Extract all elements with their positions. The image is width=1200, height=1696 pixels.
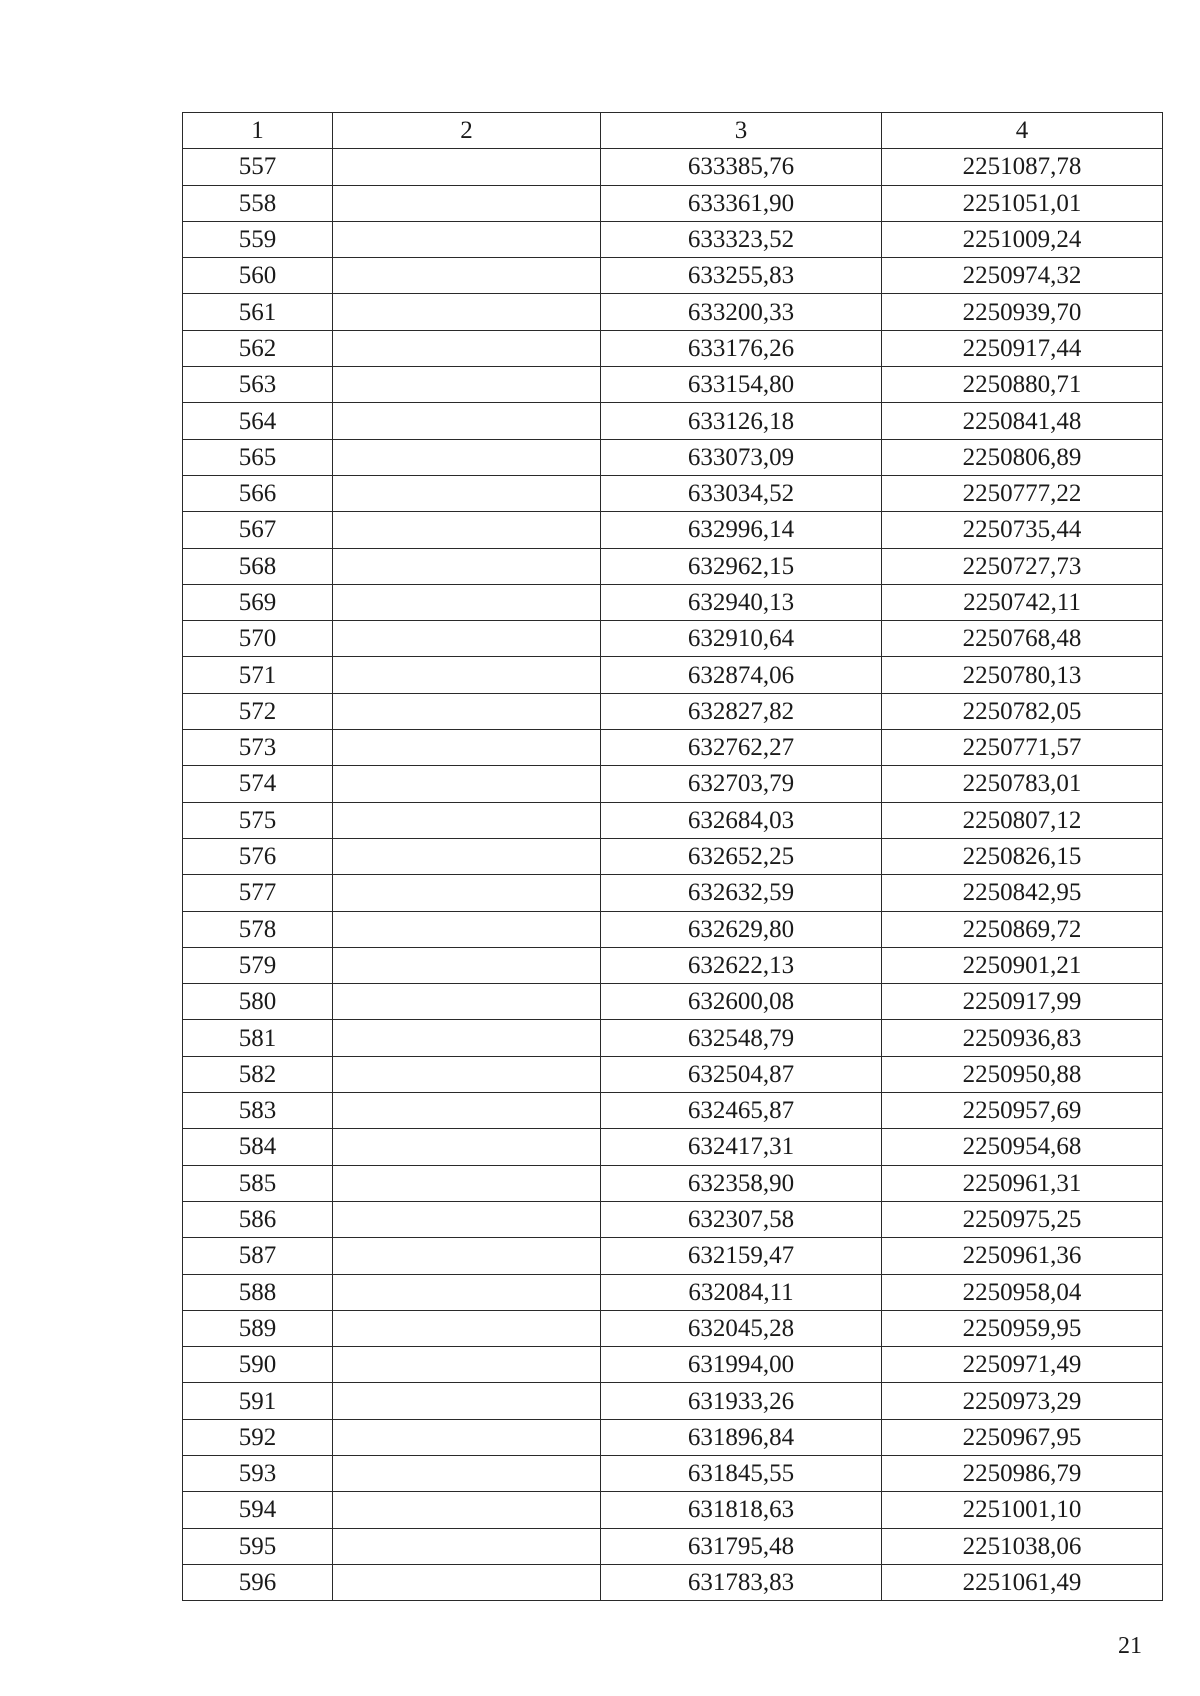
table-row (183, 911, 1163, 947)
table-row (183, 947, 1163, 983)
point-number-cell: 576 (183, 838, 333, 874)
y-coordinate-cell: 2251087,78 (882, 149, 1163, 185)
point-number-cell: 590 (183, 1347, 333, 1383)
point-number-cell: 595 (183, 1528, 333, 1564)
x-coordinate-cell: 632622,13 (601, 947, 882, 983)
y-coordinate-cell: 2250735,44 (882, 512, 1163, 548)
y-coordinate-cell: 2250768,48 (882, 621, 1163, 657)
x-coordinate-cell: 632762,27 (601, 730, 882, 766)
table-row (183, 1238, 1163, 1274)
table-header (183, 113, 1163, 149)
y-coordinate-cell: 2250959,95 (882, 1310, 1163, 1346)
table-row (183, 221, 1163, 257)
description-cell (333, 1528, 601, 1564)
point-number-cell: 564 (183, 403, 333, 439)
y-coordinate-cell: 2250973,29 (882, 1383, 1163, 1419)
description-cell (333, 766, 601, 802)
description-cell (333, 185, 601, 221)
table-row (183, 367, 1163, 403)
y-coordinate-cell: 2251001,10 (882, 1492, 1163, 1528)
y-coordinate-cell: 2250742,11 (882, 584, 1163, 620)
table-row (183, 548, 1163, 584)
point-number-cell: 569 (183, 584, 333, 620)
point-number-cell: 577 (183, 875, 333, 911)
point-number-cell: 561 (183, 294, 333, 330)
point-number-cell: 593 (183, 1455, 333, 1491)
x-coordinate-cell: 632600,08 (601, 984, 882, 1020)
description-cell (333, 475, 601, 511)
description-cell (333, 1056, 601, 1092)
description-cell (333, 730, 601, 766)
point-number-cell: 575 (183, 802, 333, 838)
y-coordinate-cell: 2251051,01 (882, 185, 1163, 221)
description-cell (333, 947, 601, 983)
y-coordinate-cell: 2250842,95 (882, 875, 1163, 911)
y-coordinate-cell: 2250777,22 (882, 475, 1163, 511)
y-coordinate-cell: 2250780,13 (882, 657, 1163, 693)
point-number-cell: 591 (183, 1383, 333, 1419)
point-number-cell: 596 (183, 1564, 333, 1600)
x-coordinate-cell: 631818,63 (601, 1492, 882, 1528)
table-row (183, 1201, 1163, 1237)
description-cell (333, 1310, 601, 1346)
table-body (183, 149, 1163, 1601)
column-header-1: 1 (183, 113, 333, 149)
x-coordinate-cell: 632910,64 (601, 621, 882, 657)
x-coordinate-cell: 632874,06 (601, 657, 882, 693)
point-number-cell: 566 (183, 475, 333, 511)
description-cell (333, 693, 601, 729)
description-cell (333, 1383, 601, 1419)
table-row (183, 1020, 1163, 1056)
point-number-cell: 582 (183, 1056, 333, 1092)
point-number-cell: 558 (183, 185, 333, 221)
table-row (183, 512, 1163, 548)
table-row (183, 730, 1163, 766)
point-number-cell: 563 (183, 367, 333, 403)
table-row (183, 1310, 1163, 1346)
x-coordinate-cell: 632159,47 (601, 1238, 882, 1274)
table-row (183, 1455, 1163, 1491)
table-row (183, 1383, 1163, 1419)
x-coordinate-cell: 632417,31 (601, 1129, 882, 1165)
y-coordinate-cell: 2250961,36 (882, 1238, 1163, 1274)
x-coordinate-cell: 633200,33 (601, 294, 882, 330)
y-coordinate-cell: 2250961,31 (882, 1165, 1163, 1201)
x-coordinate-cell: 632045,28 (601, 1310, 882, 1346)
y-coordinate-cell: 2250936,83 (882, 1020, 1163, 1056)
column-header-2: 2 (333, 113, 601, 149)
table-row (183, 475, 1163, 511)
description-cell (333, 1564, 601, 1600)
x-coordinate-cell: 633323,52 (601, 221, 882, 257)
description-cell (333, 512, 601, 548)
table-row (183, 1419, 1163, 1455)
y-coordinate-cell: 2250880,71 (882, 367, 1163, 403)
x-coordinate-cell: 632084,11 (601, 1274, 882, 1310)
y-coordinate-cell: 2251038,06 (882, 1528, 1163, 1564)
description-cell (333, 1347, 601, 1383)
point-number-cell: 560 (183, 258, 333, 294)
point-number-cell: 574 (183, 766, 333, 802)
x-coordinate-cell: 632548,79 (601, 1020, 882, 1056)
description-cell (333, 1455, 601, 1491)
description-cell (333, 1093, 601, 1129)
description-cell (333, 258, 601, 294)
x-coordinate-cell: 633361,90 (601, 185, 882, 221)
point-number-cell: 578 (183, 911, 333, 947)
x-coordinate-cell: 632632,59 (601, 875, 882, 911)
y-coordinate-cell: 2250939,70 (882, 294, 1163, 330)
point-number-cell: 565 (183, 439, 333, 475)
description-cell (333, 294, 601, 330)
description-cell (333, 984, 601, 1020)
y-coordinate-cell: 2251009,24 (882, 221, 1163, 257)
y-coordinate-cell: 2250826,15 (882, 838, 1163, 874)
y-coordinate-cell: 2251061,49 (882, 1564, 1163, 1600)
x-coordinate-cell: 632465,87 (601, 1093, 882, 1129)
x-coordinate-cell: 632652,25 (601, 838, 882, 874)
x-coordinate-cell: 632684,03 (601, 802, 882, 838)
coordinates-table (182, 112, 1163, 1601)
x-coordinate-cell: 632629,80 (601, 911, 882, 947)
description-cell (333, 657, 601, 693)
description-cell (333, 439, 601, 475)
x-coordinate-cell: 631795,48 (601, 1528, 882, 1564)
table-row (183, 584, 1163, 620)
description-cell (333, 221, 601, 257)
x-coordinate-cell: 631896,84 (601, 1419, 882, 1455)
description-cell (333, 838, 601, 874)
y-coordinate-cell: 2250806,89 (882, 439, 1163, 475)
x-coordinate-cell: 633255,83 (601, 258, 882, 294)
x-coordinate-cell: 632703,79 (601, 766, 882, 802)
point-number-cell: 581 (183, 1020, 333, 1056)
point-number-cell: 594 (183, 1492, 333, 1528)
y-coordinate-cell: 2250954,68 (882, 1129, 1163, 1165)
point-number-cell: 570 (183, 621, 333, 657)
x-coordinate-cell: 632962,15 (601, 548, 882, 584)
description-cell (333, 911, 601, 947)
page-number: 21 (1118, 1633, 1142, 1659)
table-row (183, 875, 1163, 911)
y-coordinate-cell: 2250771,57 (882, 730, 1163, 766)
y-coordinate-cell: 2250986,79 (882, 1455, 1163, 1491)
table-row (183, 1528, 1163, 1564)
description-cell (333, 1020, 601, 1056)
point-number-cell: 579 (183, 947, 333, 983)
point-number-cell: 584 (183, 1129, 333, 1165)
table-row (183, 1492, 1163, 1528)
y-coordinate-cell: 2250950,88 (882, 1056, 1163, 1092)
y-coordinate-cell: 2250782,05 (882, 693, 1163, 729)
x-coordinate-cell: 633126,18 (601, 403, 882, 439)
x-coordinate-cell: 633176,26 (601, 330, 882, 366)
point-number-cell: 562 (183, 330, 333, 366)
table-row (183, 802, 1163, 838)
x-coordinate-cell: 632307,58 (601, 1201, 882, 1237)
point-number-cell: 589 (183, 1310, 333, 1346)
point-number-cell: 559 (183, 221, 333, 257)
table-row (183, 838, 1163, 874)
table-row (183, 1564, 1163, 1600)
x-coordinate-cell: 631783,83 (601, 1564, 882, 1600)
x-coordinate-cell: 631845,55 (601, 1455, 882, 1491)
x-coordinate-cell: 632827,82 (601, 693, 882, 729)
y-coordinate-cell: 2250841,48 (882, 403, 1163, 439)
point-number-cell: 588 (183, 1274, 333, 1310)
table-row (183, 657, 1163, 693)
description-cell (333, 584, 601, 620)
y-coordinate-cell: 2250807,12 (882, 802, 1163, 838)
table-row (183, 1129, 1163, 1165)
y-coordinate-cell: 2250975,25 (882, 1201, 1163, 1237)
x-coordinate-cell: 631994,00 (601, 1347, 882, 1383)
point-number-cell: 571 (183, 657, 333, 693)
header-row (183, 113, 1163, 149)
y-coordinate-cell: 2250917,44 (882, 330, 1163, 366)
table-row (183, 1347, 1163, 1383)
description-cell (333, 802, 601, 838)
description-cell (333, 149, 601, 185)
table-row (183, 766, 1163, 802)
description-cell (333, 1201, 601, 1237)
table-row (183, 294, 1163, 330)
table-row (183, 621, 1163, 657)
y-coordinate-cell: 2250971,49 (882, 1347, 1163, 1383)
table-row (183, 693, 1163, 729)
point-number-cell: 567 (183, 512, 333, 548)
y-coordinate-cell: 2250958,04 (882, 1274, 1163, 1310)
x-coordinate-cell: 633154,80 (601, 367, 882, 403)
table-row (183, 439, 1163, 475)
description-cell (333, 1274, 601, 1310)
x-coordinate-cell: 633034,52 (601, 475, 882, 511)
table-row (183, 330, 1163, 366)
y-coordinate-cell: 2250917,99 (882, 984, 1163, 1020)
x-coordinate-cell: 632358,90 (601, 1165, 882, 1201)
y-coordinate-cell: 2250727,73 (882, 548, 1163, 584)
y-coordinate-cell: 2250967,95 (882, 1419, 1163, 1455)
description-cell (333, 367, 601, 403)
description-cell (333, 403, 601, 439)
point-number-cell: 583 (183, 1093, 333, 1129)
table-row (183, 185, 1163, 221)
table-row (183, 1274, 1163, 1310)
column-header-4: 4 (882, 113, 1163, 149)
description-cell (333, 1165, 601, 1201)
table-row (183, 1165, 1163, 1201)
point-number-cell: 573 (183, 730, 333, 766)
description-cell (333, 548, 601, 584)
description-cell (333, 1419, 601, 1455)
y-coordinate-cell: 2250957,69 (882, 1093, 1163, 1129)
x-coordinate-cell: 632940,13 (601, 584, 882, 620)
x-coordinate-cell: 631933,26 (601, 1383, 882, 1419)
table-row (183, 1093, 1163, 1129)
point-number-cell: 572 (183, 693, 333, 729)
point-number-cell: 580 (183, 984, 333, 1020)
y-coordinate-cell: 2250783,01 (882, 766, 1163, 802)
description-cell (333, 621, 601, 657)
x-coordinate-cell: 633073,09 (601, 439, 882, 475)
x-coordinate-cell: 633385,76 (601, 149, 882, 185)
table-row (183, 1056, 1163, 1092)
description-cell (333, 1492, 601, 1528)
table-row (183, 984, 1163, 1020)
x-coordinate-cell: 632504,87 (601, 1056, 882, 1092)
column-header-3: 3 (601, 113, 882, 149)
y-coordinate-cell: 2250974,32 (882, 258, 1163, 294)
y-coordinate-cell: 2250901,21 (882, 947, 1163, 983)
description-cell (333, 1129, 601, 1165)
point-number-cell: 592 (183, 1419, 333, 1455)
table-row (183, 258, 1163, 294)
table-row (183, 403, 1163, 439)
x-coordinate-cell: 632996,14 (601, 512, 882, 548)
point-number-cell: 568 (183, 548, 333, 584)
y-coordinate-cell: 2250869,72 (882, 911, 1163, 947)
point-number-cell: 587 (183, 1238, 333, 1274)
point-number-cell: 586 (183, 1201, 333, 1237)
description-cell (333, 1238, 601, 1274)
point-number-cell: 585 (183, 1165, 333, 1201)
description-cell (333, 875, 601, 911)
description-cell (333, 330, 601, 366)
table-row (183, 149, 1163, 185)
point-number-cell: 557 (183, 149, 333, 185)
